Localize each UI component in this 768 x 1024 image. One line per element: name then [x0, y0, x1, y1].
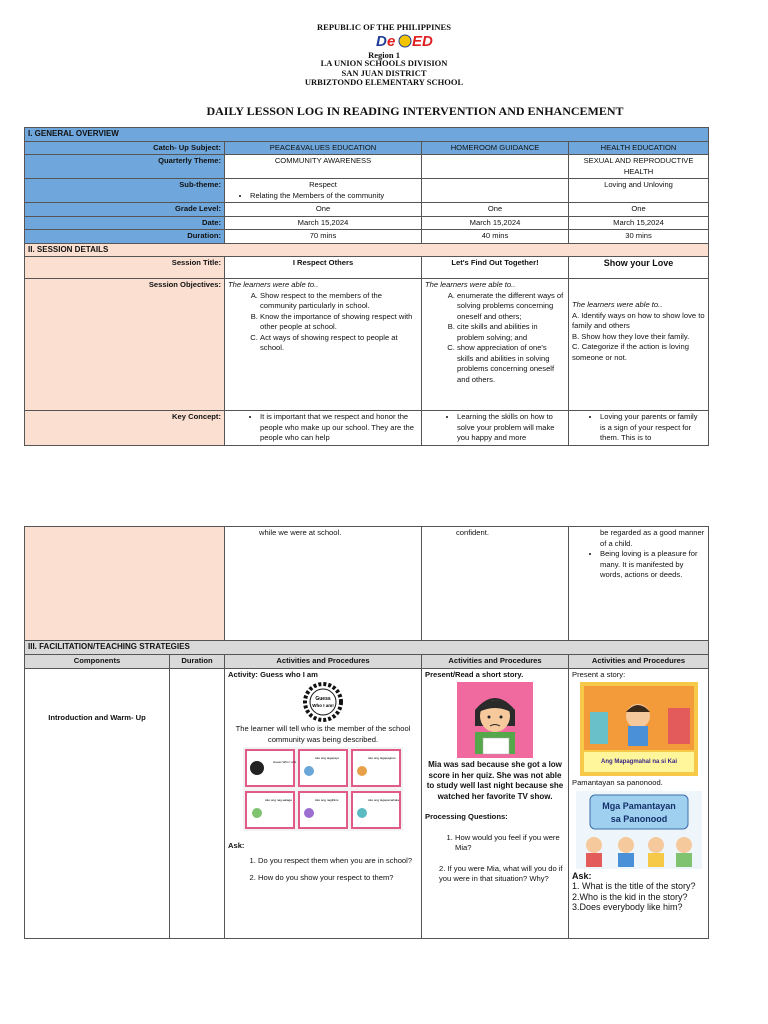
question-3c: 3.Does everybody like him?	[572, 902, 683, 912]
subtheme-2	[422, 179, 569, 203]
theme-3: SEXUAL AND REPRODUCTIVE HEALTH	[569, 155, 709, 179]
story-text: Mia was sad because she got a low score in her quiz. She was not able to study well last night because she watched her favorite TV show.	[426, 760, 564, 801]
guess-cards-image	[243, 747, 403, 831]
key-concept-label: Key Concept:	[25, 411, 225, 446]
header-components: Components	[25, 654, 170, 668]
objectives-1	[225, 279, 422, 411]
session-title-label: Session Title:	[25, 257, 225, 279]
subject-2: HOMEROOM GUIDANCE	[422, 141, 569, 155]
svg-text:ED: ED	[412, 33, 433, 49]
duration-label: Duration:	[25, 230, 225, 244]
overview-table	[24, 127, 709, 446]
card-text-1: Guess Who I am!	[273, 760, 297, 764]
key-concept-3-cont-text: be regarded as a good manner of a child.	[600, 528, 705, 548]
subject-3: HEALTH EDUCATION	[569, 141, 709, 155]
date-2: March 15,2024	[422, 216, 569, 230]
duration-3: 30 mins	[569, 230, 709, 244]
card-text-3: Ako ang tagapagluto	[368, 756, 396, 760]
banner-line-1: Mga Pamantayan	[601, 800, 676, 811]
question-1a: 1. Do you respect them when you are in school?	[258, 852, 418, 869]
header-duration: Duration	[170, 654, 225, 668]
objective-3b: B. Show how they love their family.	[572, 331, 690, 341]
subtheme-1	[225, 179, 422, 203]
key-concept-cont-label	[25, 527, 225, 641]
objectives-label: Session Objectives:	[25, 279, 225, 411]
duration-2: 40 mins	[422, 230, 569, 244]
component-intro: Introduction and Warm- Up	[25, 668, 170, 938]
ask-label-1: Ask:	[228, 841, 245, 850]
objective-3a: A. Identify ways on how to show love to family and others	[572, 310, 705, 330]
section-general-overview: I. GENERAL OVERVIEW	[25, 128, 709, 142]
objectives-3	[569, 279, 709, 411]
key-concept-3-text: • Loving your parents or family is a sign of your respect for them. This is to	[600, 412, 705, 444]
session-title-3: Show your Love	[569, 257, 709, 279]
card-text-6: Ako ang tagapamahala	[368, 798, 399, 802]
theme-label: Quarterly Theme:	[25, 155, 225, 179]
grade-3: One	[569, 203, 709, 217]
header-region: Region 1	[368, 50, 400, 60]
question-3a: 1. What is the title of the story?	[572, 881, 696, 891]
key-concept-3-cont	[569, 527, 709, 641]
objectives-2	[422, 279, 569, 411]
header-activities-2: Activities and Procedures	[422, 654, 569, 668]
present-story-label: Present/Read a short story.	[425, 669, 524, 679]
processing-q2: 2. If you were Mia, what will you do if you were in that situation? Why?	[439, 863, 563, 883]
key-concept-1-text: • It is important that we respect and honor the people who make up our school. They are the people who can help	[260, 412, 418, 444]
sad-girl-image	[457, 682, 533, 758]
ask-label-3: Ask:	[572, 870, 592, 881]
grade-1: One	[225, 203, 422, 217]
objectives-3-intro: The learners were able to..	[572, 300, 663, 309]
deped-logo	[376, 33, 454, 49]
book-title: Ang Mapagmahal na si Kai	[600, 759, 677, 765]
duration-1: 70 mins	[225, 230, 422, 244]
theme-2	[422, 155, 569, 179]
section-facilitation: III. FACILITATION/TEACHING STRATEGIES	[25, 641, 709, 655]
header-division: LA UNION SCHOOLS DIVISION	[320, 58, 448, 68]
svg-text:Guess: Guess	[315, 696, 331, 702]
card-text-5: Ako ang naglilinis	[315, 798, 339, 802]
date-3: March 15,2024	[569, 216, 709, 230]
objective-1c: C. Act ways of showing respect to people at school.	[260, 333, 418, 354]
session-title-2: Let's Find Out Together!	[422, 257, 569, 279]
header-activities-1: Activities and Procedures	[225, 654, 422, 668]
objectives-1-intro: The learners were able to..	[228, 280, 319, 289]
key-concept-1	[225, 411, 422, 446]
processing-label: Processing Questions:	[425, 812, 508, 821]
subtheme-1-title: Respect	[309, 180, 337, 189]
key-concept-3	[569, 411, 709, 446]
processing-q1: 1. How would you feel if you were Mia?	[455, 833, 565, 854]
objective-3c: C. Categorize if the action is loving someone or not.	[572, 342, 689, 362]
activity-col-2	[422, 668, 569, 938]
objective-1b: B. Know the importance of showing respect with other people at school.	[260, 312, 418, 333]
card-text-4: Ako ang nag-aalaga	[265, 798, 292, 802]
panonood-image	[576, 791, 702, 869]
activity-title: Activity: Guess who I am	[228, 669, 318, 679]
theme-1: COMMUNITY AWARENESS	[225, 155, 422, 179]
activity-desc: The learner will tell who is the member of the school community was being described.	[235, 724, 411, 744]
date-1: March 15,2024	[225, 216, 422, 230]
date-label: Date:	[25, 216, 225, 230]
objective-2b: B. cite skills and abilities in problem solving; and	[457, 322, 565, 343]
question-1b: 2. How do you show your respect to them?	[258, 869, 418, 886]
subtheme-3: Loving and Unloving	[569, 179, 709, 203]
grade-label: Grade Level:	[25, 203, 225, 217]
subtheme-1-bullet: • Relating the Members of the community	[250, 191, 418, 202]
guess-badge-image	[301, 682, 345, 722]
svg-text:Who I am!: Who I am!	[312, 703, 334, 708]
key-concept-2	[422, 411, 569, 446]
objectives-2-intro: The learners were able to..	[425, 280, 516, 289]
session-title-1: I Respect Others	[225, 257, 422, 279]
page-title: DAILY LESSON LOG IN READING INTERVENTION AND ENHANCEMENT	[206, 104, 624, 118]
header-school: URBIZTONDO ELEMENTARY SCHOOL	[304, 77, 464, 87]
key-concept-2-cont: confident.	[422, 527, 569, 641]
header-republic: REPUBLIC OF THE PHILIPPINES	[317, 22, 451, 32]
activity-col-1	[225, 668, 422, 938]
present-story-3-label: Present a story:	[572, 669, 626, 679]
header-district: SAN JUAN DISTRICT	[341, 68, 427, 78]
key-concept-2-text: • Learning the skills on how to solve your problem will make you happy and more	[457, 412, 565, 444]
subject-label: Catch- Up Subject:	[25, 141, 225, 155]
storybook-cover-image	[580, 682, 698, 776]
pamantayan-caption: Pamantayan sa panonood.	[572, 778, 663, 787]
header-activities-3: Activities and Procedures	[569, 654, 709, 668]
svg-text:e: e	[387, 33, 396, 49]
objective-2a: A. enumerate the different ways of solving problems concerning oneself and others;	[457, 291, 565, 323]
key-concept-3-bullet-2: • Being loving is a pleasure for many. It is manifested by words, actions or deeds.	[600, 549, 705, 581]
banner-line-2: sa Panonood	[610, 813, 667, 824]
svg-text:D: D	[376, 33, 387, 49]
activity-col-3	[569, 668, 709, 938]
key-concept-1-cont: while we were at school.	[225, 527, 422, 641]
continuation-table	[24, 526, 709, 939]
subject-1: PEACE&VALUES EDUCATION	[225, 141, 422, 155]
question-3b: 2.Who is the kid in the story?	[572, 891, 688, 902]
duration-intro	[170, 668, 225, 938]
subtheme-label: Sub-theme:	[25, 179, 225, 203]
objective-2c: C. show appreciation of one's skills and abilities in solving problems concerning oneself and others.	[457, 343, 565, 385]
grade-2: One	[422, 203, 569, 217]
card-text-2: Ako ang tagapayo	[315, 756, 340, 760]
objective-1a: A. Show respect to the members of the community particularly in school.	[260, 291, 418, 312]
section-session-details: II. SESSION DETAILS	[25, 243, 709, 257]
